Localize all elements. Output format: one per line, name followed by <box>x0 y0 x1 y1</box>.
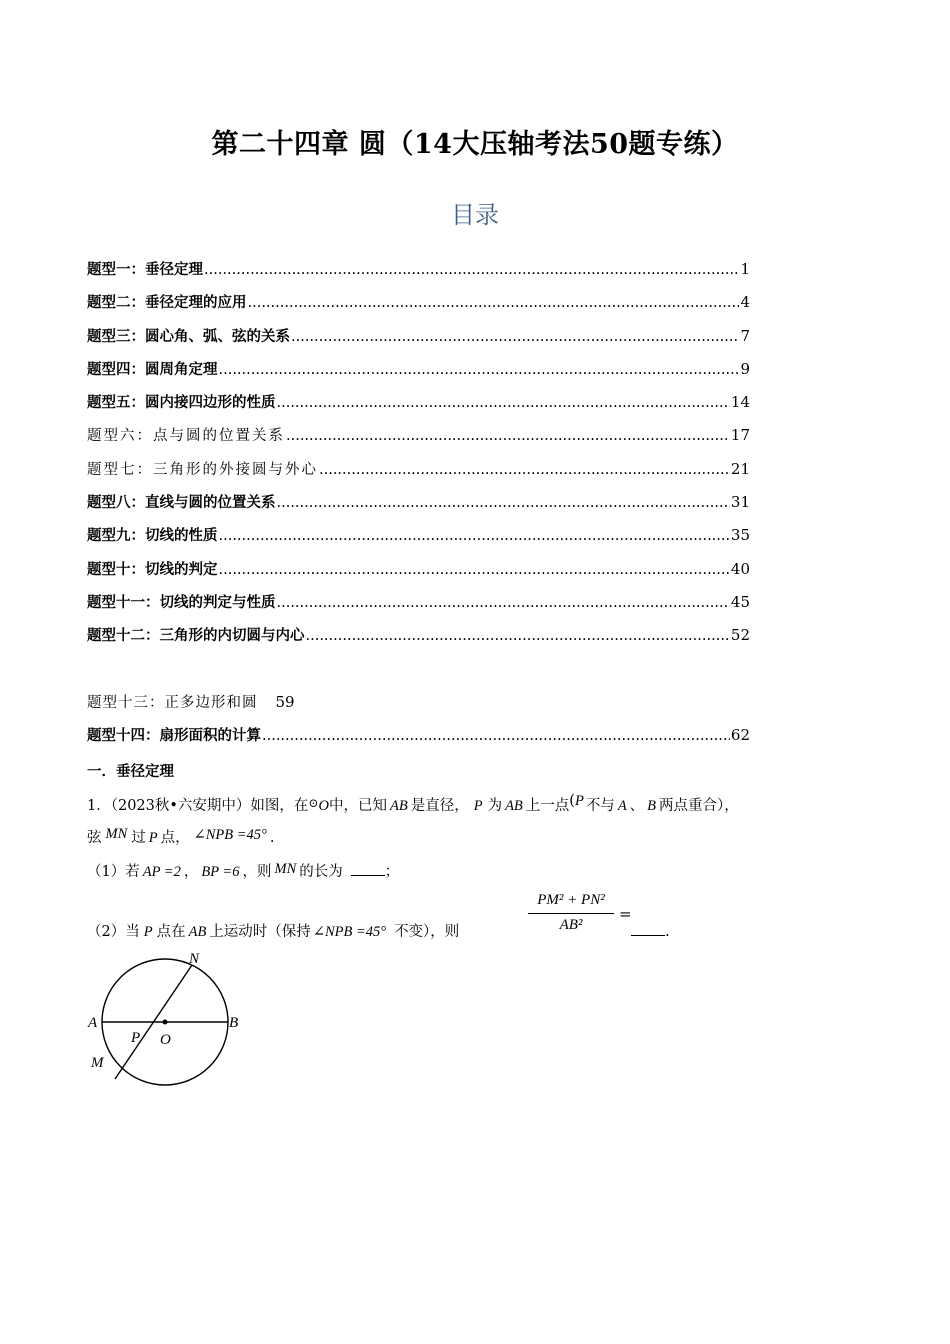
text: 过 <box>131 830 146 846</box>
question-part-1 <box>87 860 399 881</box>
math-ab: AB <box>505 798 523 814</box>
text: 为 <box>487 798 503 814</box>
toc-leader-dots <box>306 628 730 644</box>
toc-item-page: 31 <box>730 493 750 512</box>
text: 中，已知 <box>328 798 387 814</box>
toc-heading: 目录 <box>451 201 499 229</box>
toc-item-page: 17 <box>730 426 750 445</box>
circle-figure <box>82 948 257 1093</box>
toc-item-page: 59 <box>275 692 295 711</box>
math-p: P <box>473 798 483 814</box>
toc-item-label: 题型八：直线与圆的位置关系 <box>87 494 276 512</box>
math-p: P <box>143 924 153 940</box>
question-line <box>87 793 739 815</box>
text: 不与 <box>585 798 615 814</box>
toc-item-page: 35 <box>730 526 750 545</box>
toc-item-label: 题型十：切线的判定 <box>87 560 218 578</box>
toc-item[interactable] <box>87 691 750 724</box>
toc-item-label: 题型十一：切线的判定与性质 <box>87 593 276 611</box>
toc-leader-dots <box>204 262 739 278</box>
math-ab: AB <box>389 798 408 814</box>
toc-item[interactable] <box>87 624 750 657</box>
toc-item-label: 题型十三：正多边形和圆 <box>87 694 258 711</box>
text: （1）若 <box>87 864 140 880</box>
text: 、 <box>629 798 645 814</box>
label-m: M <box>91 1055 104 1071</box>
math-angle: ∠NPB =45° <box>312 924 387 940</box>
text: 点， <box>160 830 190 846</box>
text: 是直径， <box>410 798 469 814</box>
answer-blank-2[interactable] <box>631 922 670 940</box>
text: 不变），则 <box>394 924 460 940</box>
equals-sign: = <box>619 905 632 923</box>
circle-symbol: ⊙ <box>308 796 319 810</box>
toc-item[interactable] <box>87 458 750 491</box>
math-b: B <box>647 798 657 814</box>
toc-leader-dots <box>277 395 730 411</box>
toc-item-label: 题型九：切线的性质 <box>87 527 218 545</box>
toc-item-label: 题型十二：三角形的内切圆与内心 <box>87 627 305 645</box>
toc-item[interactable] <box>87 258 750 291</box>
section-heading: 一．垂径定理 <box>87 763 174 780</box>
toc-leader-dots <box>219 528 730 544</box>
toc-leader-dots <box>291 329 739 345</box>
label-o: O <box>160 1032 171 1048</box>
center-point <box>163 1020 168 1025</box>
math-ap: AP =2 <box>142 864 181 880</box>
toc-item-label: 题型五：圆内接四边形的性质 <box>87 394 276 412</box>
toc-item[interactable] <box>87 724 750 757</box>
text: ； <box>384 864 400 880</box>
toc-item-page: 14 <box>730 393 750 412</box>
text: 点在 <box>156 924 186 940</box>
text: ，则 <box>242 864 272 880</box>
toc-item[interactable] <box>87 524 750 557</box>
text: 1．（2023秋•六安期中）如图，在 <box>87 798 309 814</box>
table-of-contents <box>87 258 750 757</box>
toc-item-page: 9 <box>740 359 750 378</box>
math-mn: MN <box>105 826 128 842</box>
math-a: A <box>617 798 627 814</box>
toc-item-page: 40 <box>730 559 750 578</box>
fraction-denominator: AB² <box>559 917 583 933</box>
toc-item-page: 62 <box>730 725 750 744</box>
toc-item[interactable] <box>87 325 750 358</box>
toc-item[interactable] <box>87 558 750 591</box>
toc-item[interactable] <box>87 391 750 424</box>
math-angle: ∠NPB =45° <box>193 827 267 843</box>
toc-item-label: 题型六：点与圆的位置关系 <box>87 428 285 445</box>
toc-item-page: 4 <box>740 293 750 312</box>
text: . <box>269 830 275 846</box>
toc-leader-dots <box>262 728 730 744</box>
toc-leader-dots <box>286 428 730 444</box>
toc-item-label: 题型三：圆心角、弧、弦的关系 <box>87 327 290 345</box>
toc-item-label: 题型二：垂径定理的应用 <box>87 294 247 312</box>
toc-item[interactable] <box>87 291 750 324</box>
toc-leader-dots <box>319 462 730 478</box>
toc-item[interactable] <box>87 424 750 457</box>
math-bp: BP =6 <box>201 864 240 880</box>
toc-leader-dots <box>277 495 730 511</box>
toc-item-label: 题型一：垂径定理 <box>87 261 203 278</box>
math-p: P <box>148 830 158 846</box>
toc-item-page: 7 <box>740 326 750 345</box>
toc-leader-dots <box>248 295 740 311</box>
math-p: P <box>574 793 584 809</box>
text: 上一点 <box>525 798 570 814</box>
toc-item-label: 题型七：三角形的外接圆与外心 <box>87 461 318 478</box>
toc-item-page: 52 <box>730 626 750 645</box>
toc-item-label: 题型十四：扇形面积的计算 <box>87 726 261 744</box>
fraction-numerator: PM² + PN² <box>528 892 614 914</box>
toc-leader-dots <box>219 362 740 378</box>
toc-item[interactable] <box>87 358 750 391</box>
text: 上运动时（保持 <box>209 924 311 940</box>
label-p: P <box>131 1030 141 1046</box>
text: 两点重合）， <box>659 798 739 814</box>
answer-blank[interactable] <box>351 863 385 876</box>
toc-item-page: 21 <box>730 459 750 478</box>
text: 弦 <box>87 830 102 846</box>
toc-item[interactable] <box>87 491 750 524</box>
label-n: N <box>189 951 200 967</box>
text: . <box>665 922 670 940</box>
label-a: A <box>88 1015 98 1031</box>
toc-item-page: 1 <box>740 260 750 278</box>
toc-item-label: 题型四：圆周角定理 <box>87 360 218 378</box>
text: ( <box>569 793 575 809</box>
math-ab: AB <box>188 924 207 940</box>
toc-leader-dots <box>277 595 730 611</box>
fraction <box>528 892 614 934</box>
label-b: B <box>229 1015 239 1031</box>
text: 的长为 <box>299 864 343 880</box>
toc-item[interactable] <box>87 591 750 624</box>
toc-leader-dots <box>219 562 730 578</box>
toc-item-page: 45 <box>730 592 750 611</box>
text: ， <box>183 864 199 880</box>
page-title: 第二十四章 圆（14大压轴考法50题专练） <box>211 129 739 160</box>
question-line <box>87 826 274 847</box>
answer-blank[interactable] <box>631 923 665 936</box>
math-mn: MN <box>274 861 297 877</box>
question-part-2 <box>87 920 459 941</box>
text: （2）当 <box>87 924 140 940</box>
math-o: O <box>318 798 329 814</box>
